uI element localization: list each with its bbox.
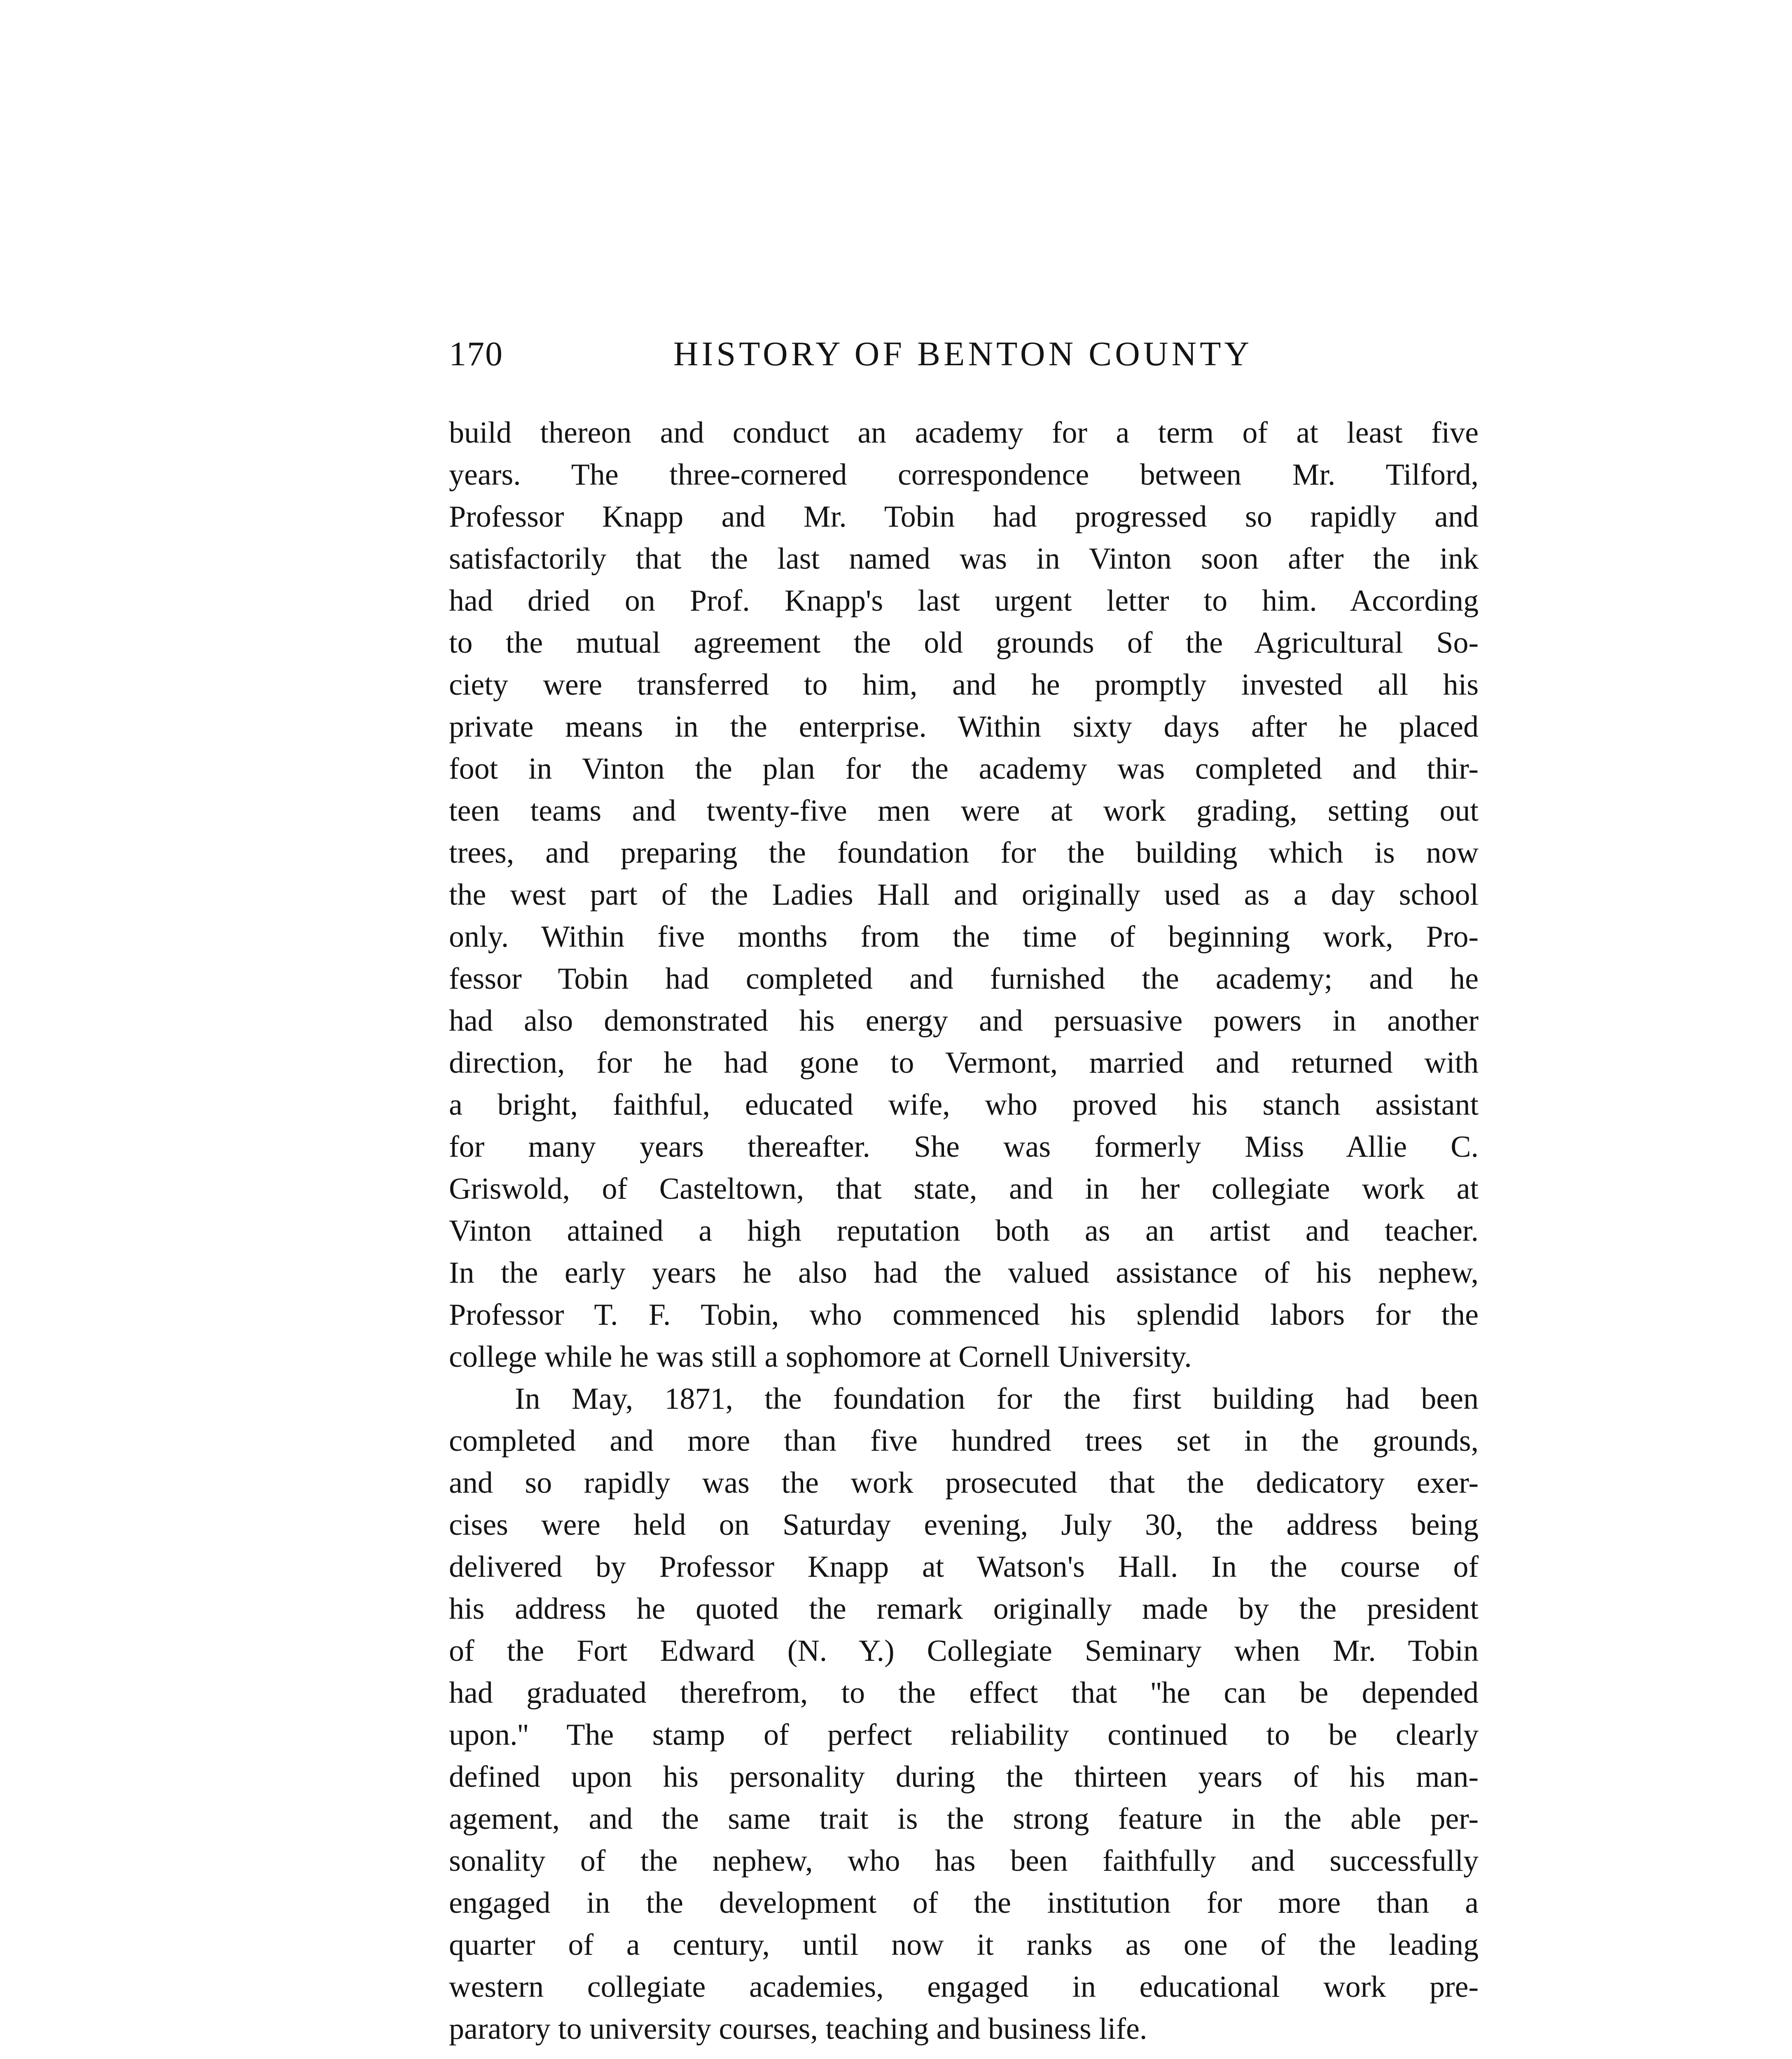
running-title: HISTORY OF BENTON COUNTY — [673, 335, 1253, 373]
text-line: foot in Vinton the plan for the academy was completed and thir- — [449, 752, 1479, 786]
text-line: upon.'' The stamp of perfect reliability continued to be clearly — [449, 1718, 1479, 1752]
body-text — [449, 412, 1479, 2050]
text-line: delivered by Professor Knapp at Watson's Hall. In the course of — [449, 1550, 1479, 1584]
text-line: of the Fort Edward (N. Y.) Collegiate Seminary when Mr. Tobin — [449, 1634, 1479, 1668]
paragraph — [449, 1378, 1479, 2050]
text-line: had graduated therefrom, to the effect that ''he can be depended — [449, 1676, 1479, 1710]
paragraph — [449, 412, 1479, 1378]
text-line: for many years thereafter. She was formerly Miss Allie C. — [449, 1130, 1479, 1164]
text-line: trees, and preparing the foundation for the building which is now — [449, 836, 1479, 870]
text-line: and so rapidly was the work prosecuted that the dedicatory exer- — [449, 1466, 1479, 1500]
text-line: his address he quoted the remark originally made by the president — [449, 1592, 1479, 1626]
text-line: Professor Knapp and Mr. Tobin had progressed so rapidly and — [449, 500, 1479, 534]
text-line: years. The three-cornered correspondence between Mr. Tilford, — [449, 458, 1479, 492]
text-line: ciety were transferred to him, and he promptly invested all his — [449, 668, 1479, 702]
text-line: agement, and the same trait is the strong feature in the able per- — [449, 1802, 1479, 1836]
text-line: had also demonstrated his energy and persuasive powers in another — [449, 1004, 1479, 1038]
text-line: In the early years he also had the valued assistance of his nephew, — [449, 1256, 1479, 1290]
text-line: defined upon his personality during the thirteen years of his man- — [449, 1760, 1479, 1794]
text-line: satisfactorily that the last named was in Vinton soon after the ink — [449, 542, 1479, 576]
page-number: 170 — [449, 335, 503, 373]
text-line: college while he was still a sophomore at Cornell University. — [449, 1340, 1192, 1374]
text-line: engaged in the development of the institution for more than a — [449, 1886, 1479, 1920]
text-line: sonality of the nephew, who has been faithfully and successfully — [449, 1844, 1479, 1878]
text-line: the west part of the Ladies Hall and originally used as a day school — [449, 878, 1479, 912]
text-line: private means in the enterprise. Within sixty days after he placed — [449, 710, 1479, 744]
text-line: to the mutual agreement the old grounds of the Agricultural So- — [449, 626, 1479, 660]
text-line: teen teams and twenty-five men were at work grading, setting out — [449, 794, 1479, 828]
text-line: quarter of a century, until now it ranks as one of the leading — [449, 1928, 1479, 1962]
text-line: paratory to university courses, teaching and business life. — [449, 2012, 1147, 2046]
text-line: fessor Tobin had completed and furnished the academy; and he — [449, 962, 1479, 996]
text-line: completed and more than five hundred trees set in the grounds, — [449, 1424, 1479, 1458]
text-line: western collegiate academies, engaged in educational work pre- — [449, 1970, 1479, 2004]
text-line: In May, 1871, the foundation for the first building had been — [515, 1382, 1479, 1416]
text-line: cises were held on Saturday evening, July 30, the address being — [449, 1508, 1479, 1542]
text-line: Griswold, of Casteltown, that state, and in her collegiate work at — [449, 1172, 1479, 1206]
text-line: Vinton attained a high reputation both as an artist and teacher. — [449, 1214, 1479, 1248]
text-line: Professor T. F. Tobin, who commenced his splendid labors for the — [449, 1298, 1479, 1332]
text-line: direction, for he had gone to Vermont, married and returned with — [449, 1046, 1479, 1080]
text-line: only. Within five months from the time of beginning work, Pro- — [449, 920, 1479, 954]
text-line: a bright, faithful, educated wife, who proved his stanch assistant — [449, 1088, 1479, 1122]
text-line: had dried on Prof. Knapp's last urgent letter to him. According — [449, 584, 1479, 618]
text-line: build thereon and conduct an academy for a term of at least five — [449, 416, 1479, 450]
running-header — [449, 329, 1479, 379]
